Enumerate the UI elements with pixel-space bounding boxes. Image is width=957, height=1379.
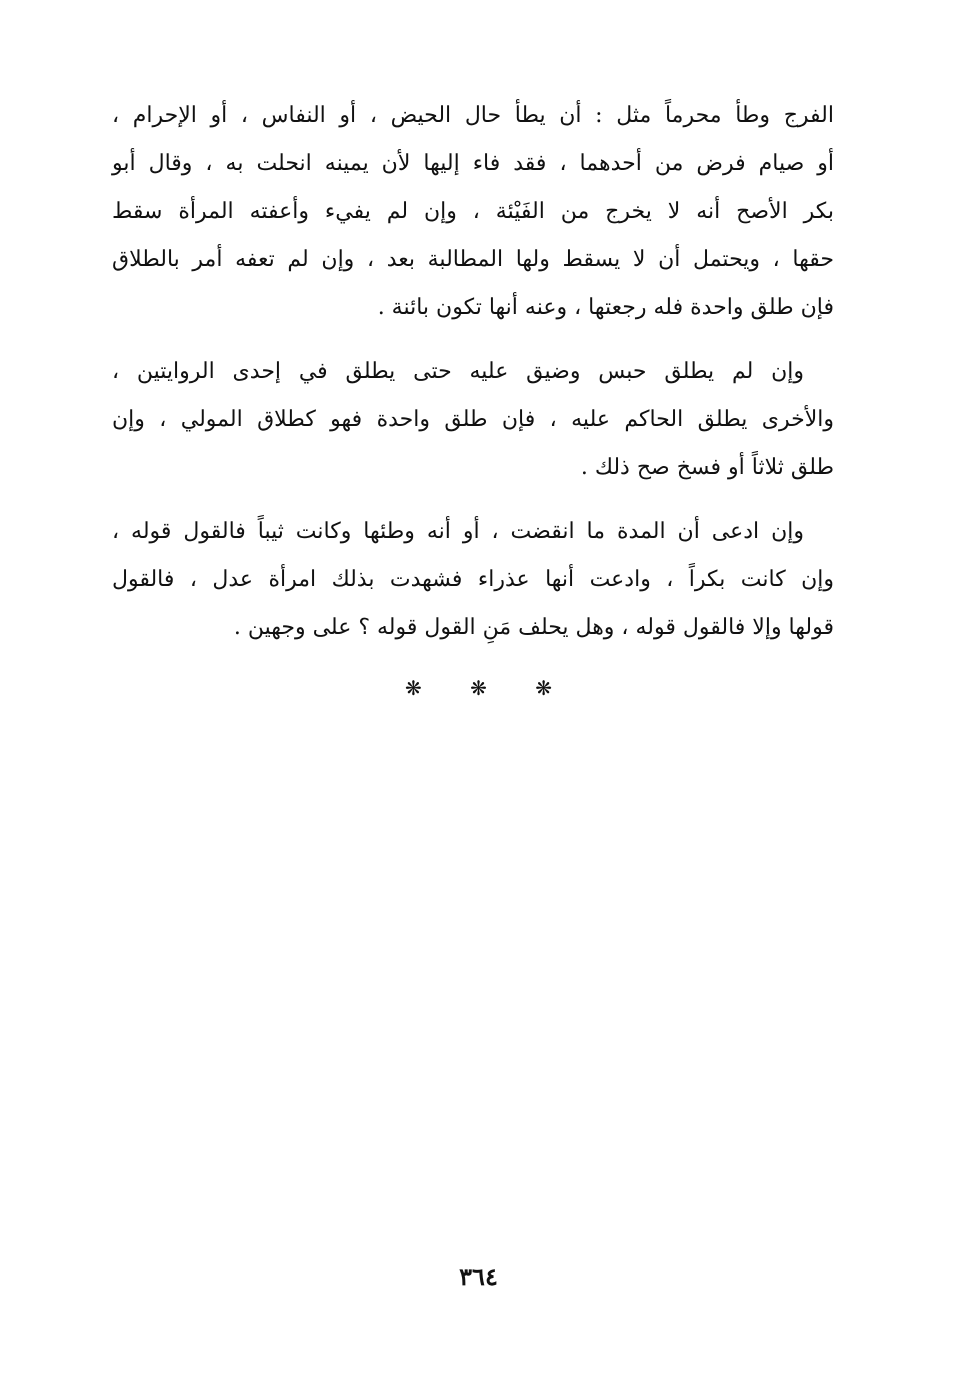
paragraph-gap: [112, 332, 834, 348]
paragraph-line: أو صيام فرض من أحدهما ، فقد فاء إليها لأن يمينه انحلت به ، وقال أبو: [112, 151, 834, 176]
paragraph-line: والأخرى يطلق الحاكم عليه ، فإن طلق واحدة فهو كطلاق المولي ، وإن: [112, 407, 834, 432]
page-number: ٣٦٤: [459, 1262, 498, 1291]
paragraph-2: [112, 348, 834, 492]
paragraph-3: [112, 508, 834, 652]
paragraph-1: [112, 92, 834, 332]
paragraph-line: بكر الأصح أنه لا يخرج من الفَيْئة ، وإن لم يفيء وأعفته المرأة سقط: [112, 199, 834, 224]
paragraph-gap: [112, 492, 834, 508]
paragraph-line: وإن ادعى أن المدة ما انقضت ، أو أنه وطئها وكانت ثيباً فالقول قوله ،: [112, 519, 804, 544]
paragraph-line: طلق ثلاثاً أو فسخ صح ذلك .: [580, 455, 834, 480]
section-separator: [0, 676, 957, 700]
asterism-icon: ❋: [535, 676, 552, 700]
asterism-icon: ❋: [404, 676, 422, 700]
asterism-icon: ❋: [470, 676, 487, 700]
paragraph-line: وإن كانت بكراً ، وادعت أنها عذراء فشهدت بذلك امرأة عدل ، فالقول: [112, 567, 834, 592]
paragraph-line: قولها وإلا فالقول قوله ، وهل يحلف مَنِ القول قوله ؟ على وجهين .: [233, 615, 834, 640]
paragraph-line: فإن طلق واحدة فله رجعتها ، وعنه أنها تكون بائنة .: [377, 295, 834, 320]
page-body: [112, 92, 834, 652]
paragraph-line: وإن لم يطلق حبس وضيق عليه حتى يطلق في إحدى الروايتين ،: [112, 359, 804, 384]
paragraph-line: الفرج وطأ محرماً مثل : أن يطأ حال الحيض ، أو النفاس ، أو الإحرام ،: [112, 103, 834, 128]
paragraph-line: حقها ، ويحتمل أن لا يسقط ولها المطالبة بعد ، وإن لم تعفه أمر بالطلاق: [112, 247, 834, 272]
